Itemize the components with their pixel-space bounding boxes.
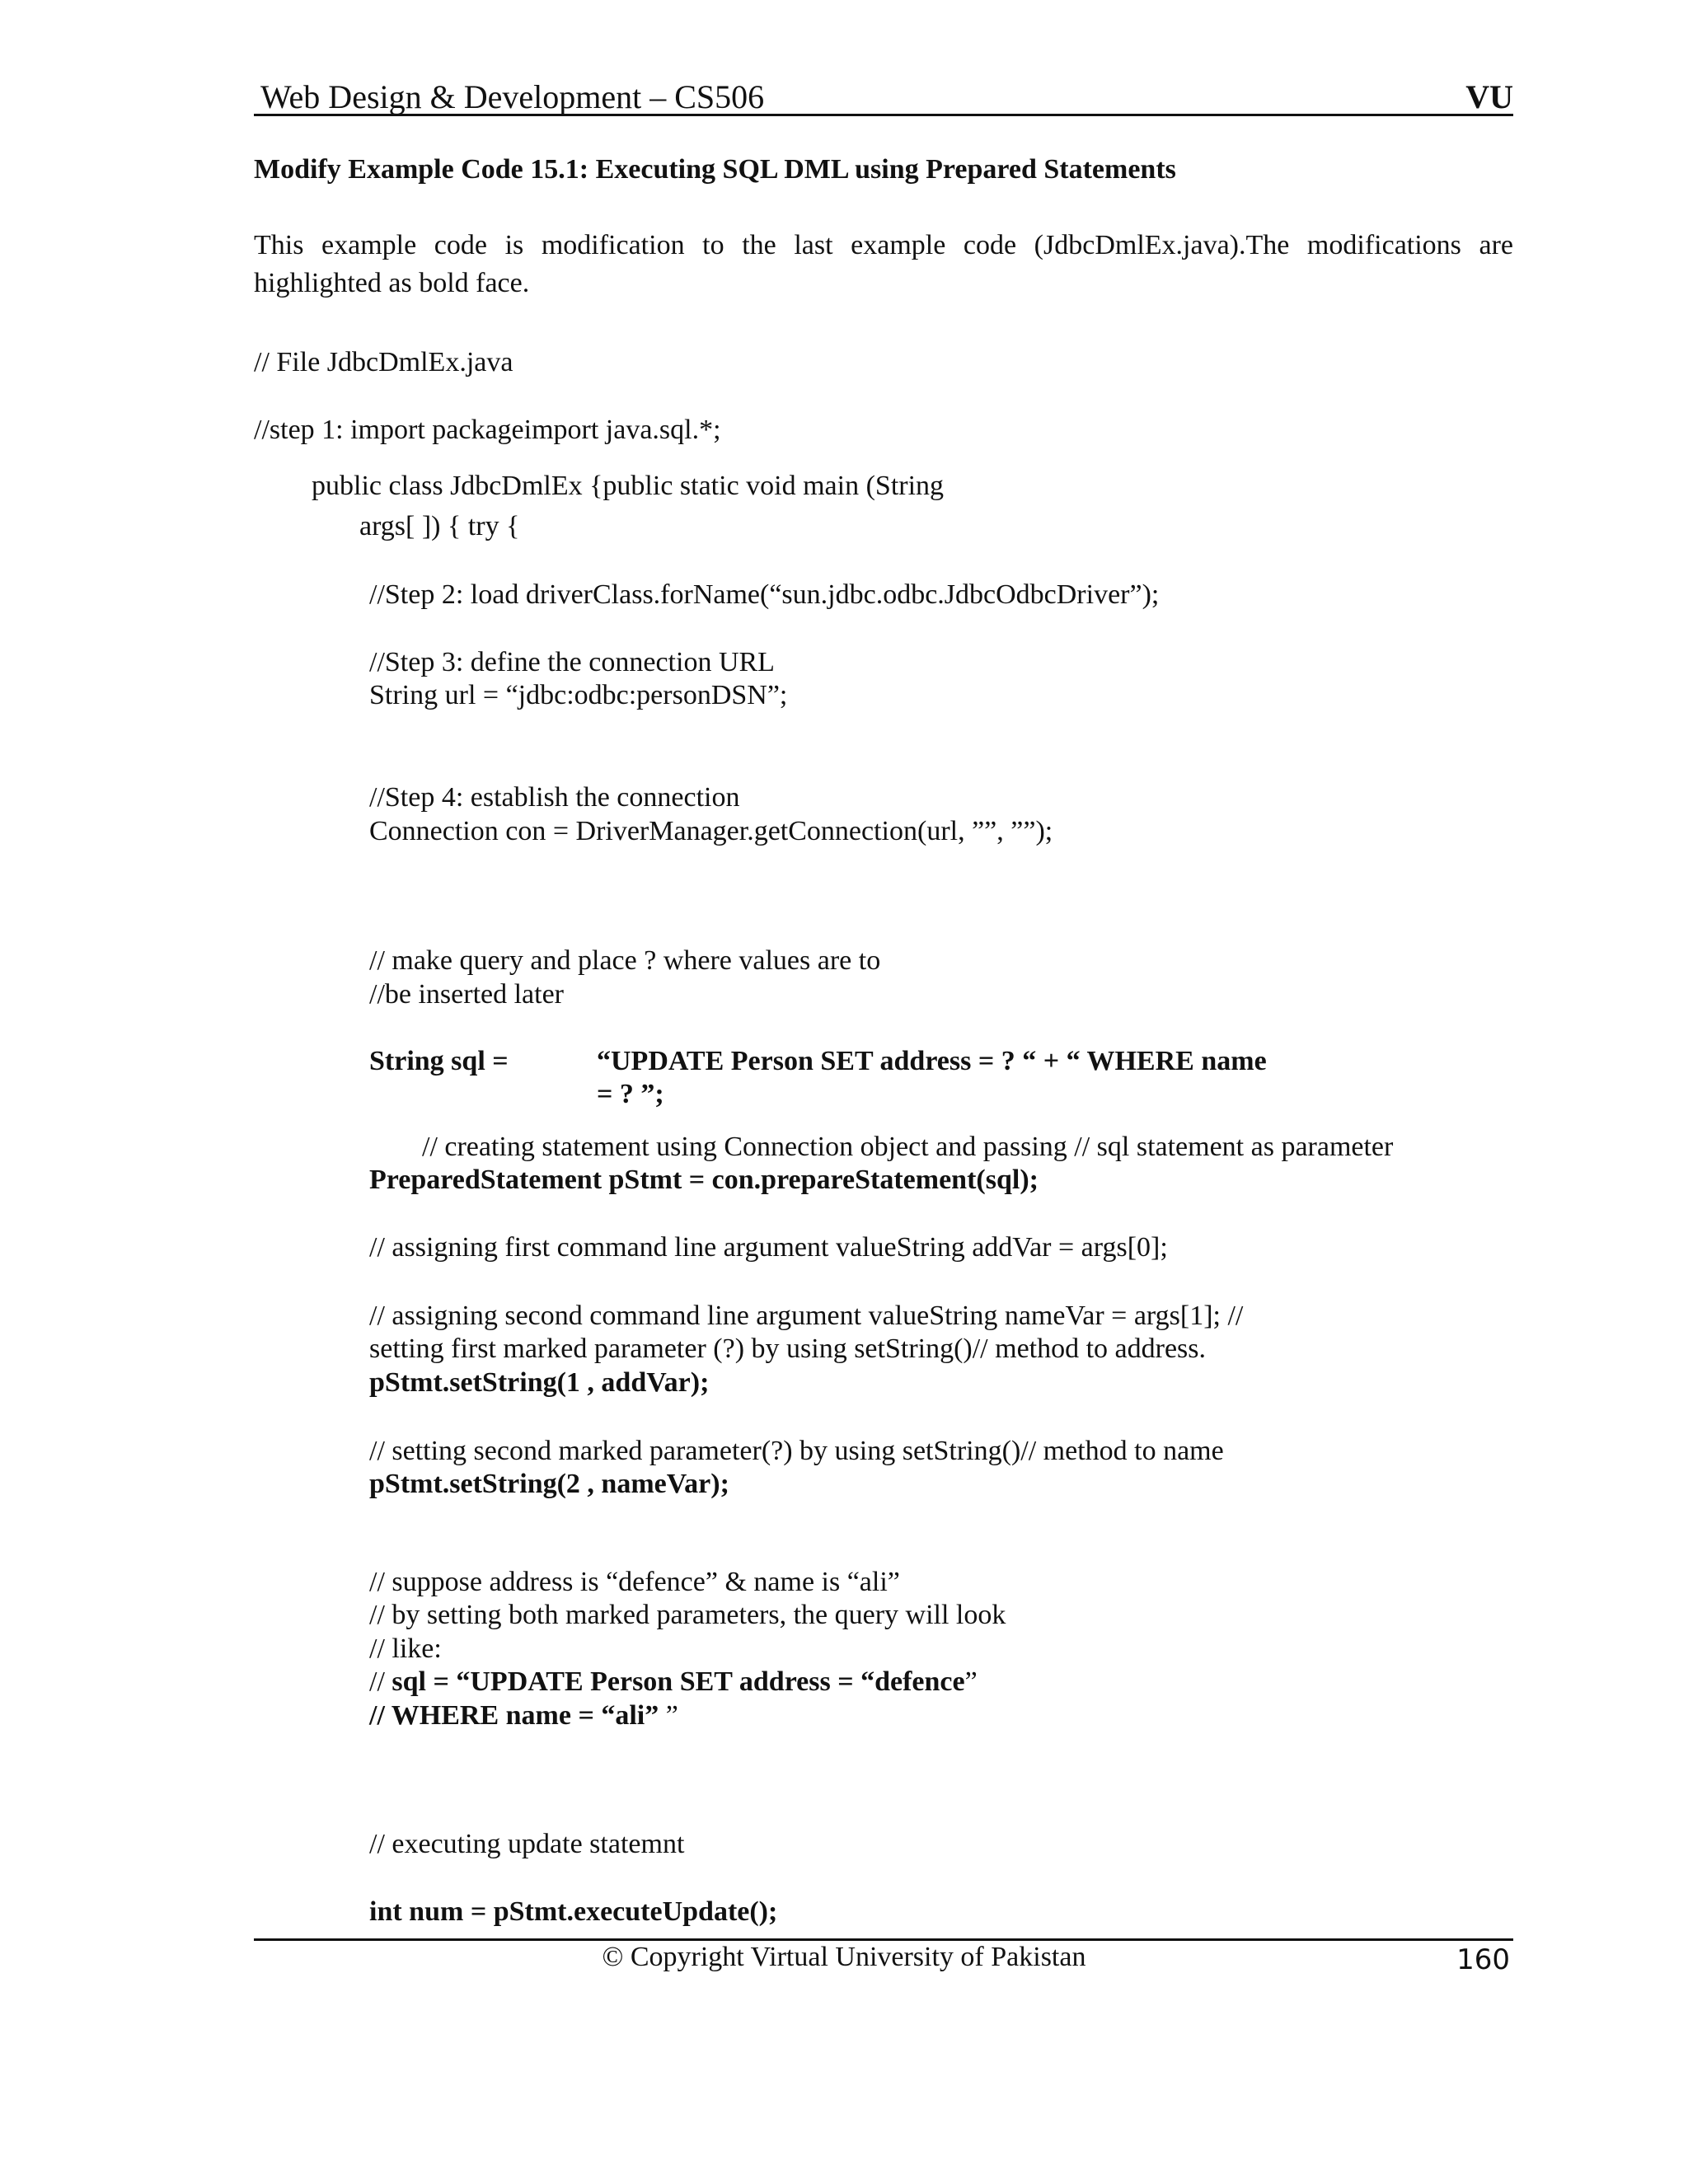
code-step2: //Step 2: load driverClass.forName(“sun.jdbc.odbc.JdbcOdbcDriver”); — [369, 579, 1160, 610]
code-sql-result-1-prefix: // — [369, 1666, 392, 1697]
code-sql-result-2 — [369, 1699, 678, 1732]
code-statement-comment: // creating statement using Connection object and passing // sql statement as parameter — [422, 1132, 1394, 1162]
code-sql-result-1 — [369, 1666, 978, 1699]
code-sql-value-line-2: = ? ”; — [597, 1079, 664, 1109]
header-course-title: Web Design & Development – CS506 — [260, 78, 765, 115]
code-step1: //step 1: import packageimport java.sql.*; — [254, 415, 721, 445]
code-set-string-1: pStmt.setString(1 , addVar); — [369, 1367, 710, 1398]
code-query-comment-2: //be inserted later — [369, 979, 565, 1010]
code-sql-result-1-bold: sql = “UPDATE Person SET address = “defence — [392, 1666, 965, 1697]
section-heading: Modify Example Code 15.1: Executing SQL DML using Prepared Statements — [254, 154, 1176, 185]
code-assign-second-1: // assigning second command line argument valueString nameVar = args[1]; // — [369, 1301, 1244, 1331]
code-step3-comment: //Step 3: define the connection URL — [369, 647, 775, 677]
code-set-string-2: pStmt.setString(2 , nameVar); — [369, 1469, 729, 1499]
code-query-comment-1: // make query and place ? where values are to — [369, 945, 881, 976]
header-brand: VU — [1465, 78, 1513, 115]
code-step3-code: String url = “jdbc:odbc:personDSN”; — [369, 680, 788, 710]
code-execute-update: int num = pStmt.executeUpdate(); — [369, 1896, 778, 1927]
intro-line-1: This example code is modification to the last example code (JdbcDmlEx.java).The modifications are — [254, 230, 1513, 260]
code-suppose-1: // suppose address is “defence” & name is “ali” — [369, 1567, 900, 1597]
code-sql-declaration: String sql = — [369, 1046, 509, 1076]
code-file-comment: // File JdbcDmlEx.java — [254, 347, 513, 377]
footer-page-number: 160 — [1456, 1943, 1510, 1976]
code-set2-comment: // setting second marked parameter(?) by using setString()// method to name — [369, 1436, 1224, 1466]
code-step4-code: Connection con = DriverManager.getConnection(url, ””, ””); — [369, 816, 1053, 846]
code-class-line-2: args[ ]) { try { — [359, 511, 520, 541]
code-exec-comment: // executing update statemnt — [369, 1829, 685, 1859]
intro-line-2: highlighted as bold face. — [254, 268, 530, 298]
code-class-line-1: public class JdbcDmlEx {public static void main (String — [312, 471, 945, 501]
header-divider — [254, 114, 1513, 116]
code-sql-result-2-bold: // WHERE name = “ali” — [369, 1700, 666, 1731]
code-prepare-statement: PreparedStatement pStmt = con.prepareStatement(sql); — [369, 1165, 1039, 1195]
code-assign-second-2: setting first marked parameter (?) by using setString()// method to address. — [369, 1333, 1207, 1364]
code-step4-comment: //Step 4: establish the connection — [369, 782, 740, 813]
code-sql-result-2-suffix: ” — [665, 1700, 678, 1731]
code-suppose-2: // by setting both marked parameters, the query will look — [369, 1600, 1006, 1630]
code-sql-result-1-suffix: ” — [964, 1666, 978, 1697]
code-sql-value-line-1: “UPDATE Person SET address = ? “ + “ WHERE name — [597, 1046, 1267, 1076]
code-assign-first: // assigning first command line argument valueString addVar = args[0]; — [369, 1232, 1168, 1263]
code-suppose-3: // like: — [369, 1633, 442, 1664]
footer-copyright: © Copyright Virtual University of Pakistan — [602, 1942, 1086, 1972]
